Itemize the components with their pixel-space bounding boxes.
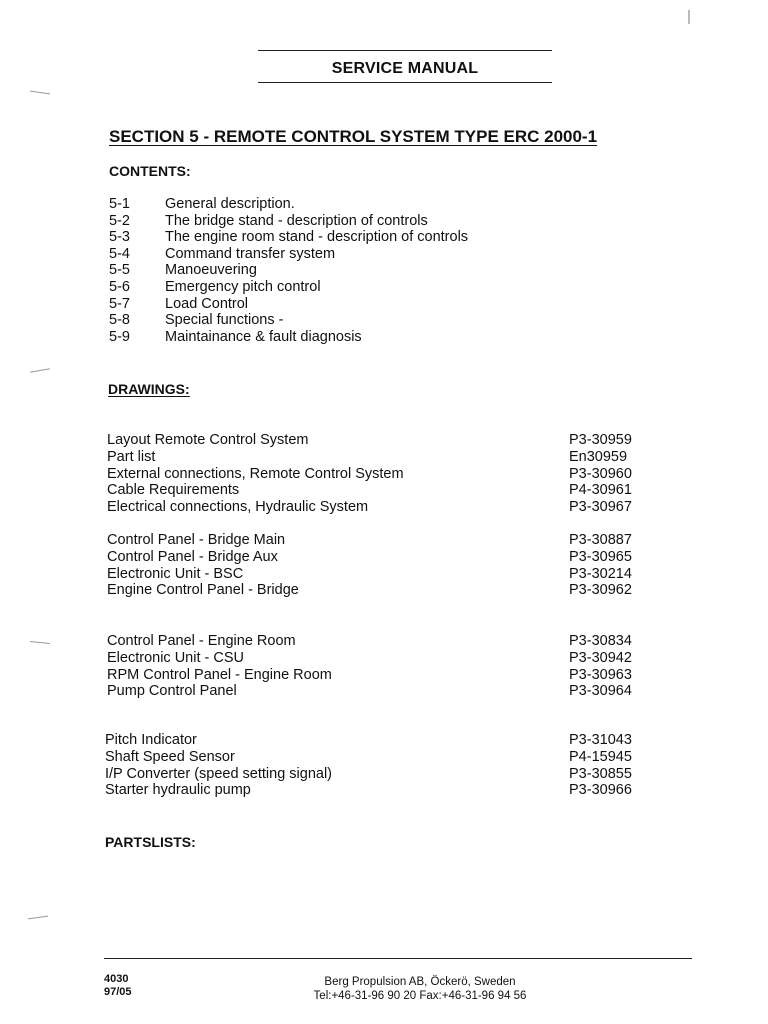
contents-item [109, 246, 468, 263]
contents-item-number: 5-6 [109, 278, 130, 295]
footer-rule [104, 958, 692, 959]
contents-item-text: Command transfer system [165, 245, 336, 262]
drawing-row [107, 449, 639, 466]
footer-company-info [250, 975, 590, 1003]
contents-item-number: 5-2 [109, 212, 130, 229]
contents-item-number: 5-3 [109, 229, 130, 246]
drawing-code: P4-30961 [569, 482, 632, 499]
drawings-group [107, 633, 639, 700]
page-title: SERVICE MANUAL [331, 60, 479, 77]
drawing-name: Starter hydraulic pump [105, 782, 251, 799]
contents-list [109, 196, 468, 345]
drawing-code: P3-30855 [569, 765, 632, 782]
drawing-name: Cable Requirements [107, 482, 240, 499]
partslists-heading: PARTSLISTS: [105, 834, 196, 850]
scan-mark [28, 916, 48, 920]
drawings-group [107, 532, 639, 599]
drawing-code: P3-30962 [569, 582, 632, 599]
drawing-row [107, 482, 639, 499]
contents-item [109, 213, 468, 230]
drawing-code: P3-30942 [569, 649, 632, 666]
drawing-code: P3-30965 [569, 548, 632, 565]
drawing-name: Layout Remote Control System [107, 432, 309, 448]
footer-date: 97/05 [104, 986, 132, 998]
drawing-code: P3-30966 [569, 782, 632, 799]
drawing-name: I/P Converter (speed setting signal) [105, 765, 333, 782]
contents-heading: CONTENTS: [109, 163, 191, 179]
drawing-row [107, 432, 639, 449]
drawing-code: En30959 [569, 448, 628, 465]
drawing-code: P3-30967 [569, 499, 632, 516]
drawing-code: P3-30214 [569, 565, 632, 582]
drawing-row [107, 683, 639, 700]
drawing-name: Electronic Unit - CSU [107, 649, 244, 666]
contents-item [109, 229, 468, 246]
drawing-row [107, 650, 639, 667]
header-rule-bottom [258, 82, 552, 83]
contents-item-text: The bridge stand - description of controls [165, 212, 428, 229]
drawing-code: P3-30834 [569, 633, 632, 649]
drawing-row [107, 532, 639, 549]
contents-item-text: Special functions - [165, 312, 284, 329]
drawing-row [107, 582, 639, 599]
drawing-row [107, 667, 639, 684]
drawing-name: Control Panel - Bridge Aux [107, 548, 278, 565]
drawing-row [107, 549, 639, 566]
drawing-name: External connections, Remote Control System [107, 465, 404, 482]
drawing-row [105, 732, 639, 749]
drawing-name: Electrical connections, Hydraulic System [107, 499, 369, 516]
contents-item [109, 262, 468, 279]
contents-item [109, 329, 468, 346]
drawing-row [105, 766, 639, 783]
drawing-row [107, 466, 639, 483]
contents-item-text: Emergency pitch control [165, 278, 321, 295]
drawing-name: Engine Control Panel - Bridge [107, 582, 299, 599]
drawing-name: Control Panel - Bridge Main [107, 532, 286, 548]
drawing-code: P3-30887 [569, 532, 632, 548]
drawing-name: RPM Control Panel - Engine Room [107, 666, 332, 683]
contents-item-text: Manoeuvering [165, 262, 257, 279]
header-rule-top [258, 50, 552, 51]
contents-item-number: 5-7 [109, 295, 130, 312]
drawing-code: P3-31043 [569, 732, 632, 748]
drawing-code: P3-30959 [569, 432, 632, 448]
drawing-name: Pump Control Panel [107, 683, 237, 700]
contents-item-number: 5-4 [109, 245, 130, 262]
footer-doc-number: 4030 [104, 973, 129, 985]
contents-item-number: 5-1 [109, 196, 130, 212]
drawing-name: Part list [107, 448, 156, 465]
drawing-row [107, 499, 639, 516]
drawings-group [105, 732, 639, 799]
contents-item-number: 5-8 [109, 312, 130, 329]
drawing-name: Control Panel - Engine Room [107, 633, 296, 649]
drawing-code: P3-30963 [569, 666, 632, 683]
drawing-code: P4-15945 [569, 748, 632, 765]
contents-item-text: Maintainance & fault diagnosis [165, 328, 362, 345]
scan-mark [688, 10, 690, 24]
contents-item-text: The engine room stand - description of controls [165, 229, 469, 246]
drawing-row [107, 633, 639, 650]
footer-doc-info [104, 973, 132, 999]
contents-item [109, 296, 468, 313]
drawing-name: Electronic Unit - BSC [107, 565, 244, 582]
drawing-row [105, 782, 639, 799]
drawing-code: P3-30964 [569, 683, 632, 700]
footer-company: Berg Propulsion AB, Öckerö, Sweden [324, 976, 516, 988]
contents-item-number: 5-9 [109, 328, 130, 345]
contents-item-text: Load Control [165, 295, 249, 312]
contents-item-text: General description. [165, 196, 295, 212]
section-title: SECTION 5 - REMOTE CONTROL SYSTEM TYPE ERC 2000-1 [109, 127, 598, 146]
contents-item [109, 196, 468, 213]
scan-mark [30, 368, 50, 372]
drawings-group [107, 432, 639, 516]
contents-item [109, 279, 468, 296]
drawings-heading: DRAWINGS: [108, 381, 190, 397]
contents-item [109, 312, 468, 329]
footer-contact: Tel:+46-31-96 90 20 Fax:+46-31-96 94 56 [313, 990, 527, 1002]
scan-mark [30, 91, 50, 95]
drawing-name: Shaft Speed Sensor [105, 748, 235, 765]
drawing-row [105, 749, 639, 766]
drawing-name: Pitch Indicator [105, 732, 197, 748]
drawing-row [107, 566, 639, 583]
drawing-code: P3-30960 [569, 465, 632, 482]
contents-item-number: 5-5 [109, 262, 130, 279]
scan-mark [30, 641, 50, 644]
